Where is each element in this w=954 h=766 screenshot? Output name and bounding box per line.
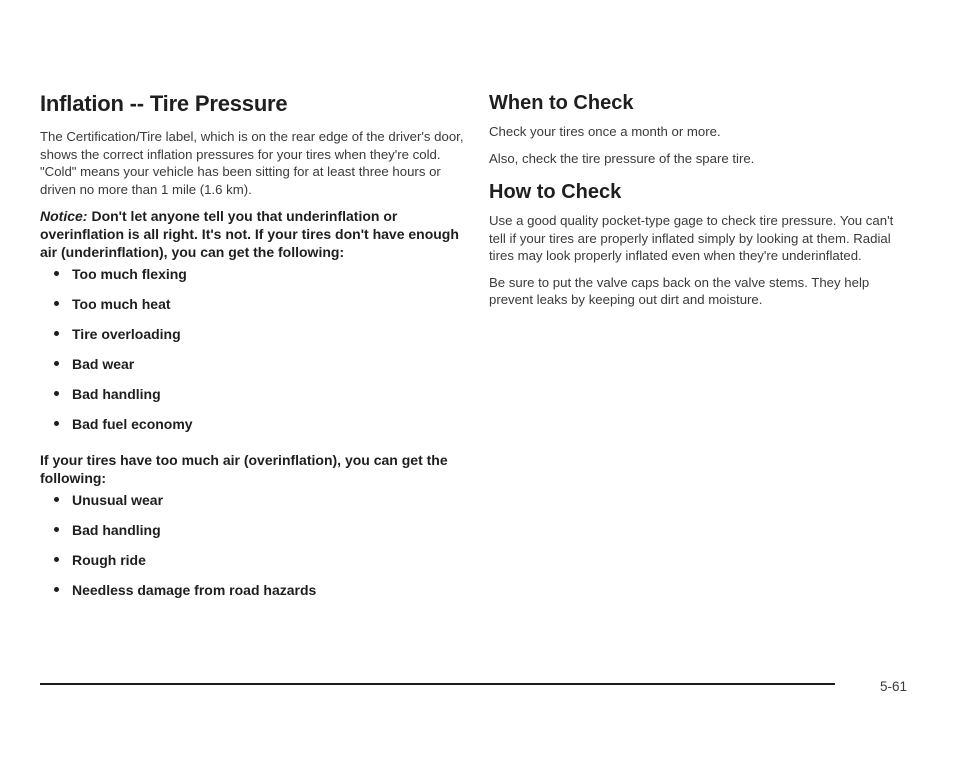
list-item: Rough ride — [40, 551, 465, 581]
right-column — [489, 90, 909, 318]
bullet-icon — [54, 391, 59, 396]
bullet-icon — [54, 271, 59, 276]
list-item: Tire overloading — [40, 325, 465, 355]
list-item: Too much flexing — [40, 265, 465, 295]
section-title-when: When to Check — [489, 92, 634, 114]
when-paragraph-2: Also, check the tire pressure of the spare tire. — [489, 150, 755, 166]
notice-text: Don't let anyone tell you that underinflation or overinflation is all right. It's not. If your tires don't have enough air (underinflation), you can get the following: — [40, 208, 459, 260]
list-item: Bad handling — [40, 385, 465, 415]
intro-paragraph: The Certification/Tire label, which is on the rear edge of the driver's door, shows the correct inflation pressures for your tires when they're cold. "Cold" means your vehicle has been sitting for at least three hours or driven no more than 1 mile (1.6 km). — [40, 129, 464, 197]
underinflation-list — [40, 265, 465, 445]
bullet-icon — [54, 527, 59, 532]
bullet-icon — [54, 557, 59, 562]
bullet-icon — [54, 497, 59, 502]
list-item: Unusual wear — [40, 491, 465, 521]
list-item: Bad handling — [40, 521, 465, 551]
list-item: Too much heat — [40, 295, 465, 325]
section-title-inflation: Inflation -- Tire Pressure — [40, 91, 288, 116]
page-number: 5-61 — [880, 679, 908, 694]
how-paragraph-1: Use a good quality pocket-type gage to check tire pressure. You can't tell if your tires are properly inflated simply by looking at them. Radial tires may look properly inflated even when they're underinflated. — [489, 213, 894, 263]
bullet-icon — [54, 421, 59, 426]
section-title-how: How to Check — [489, 181, 622, 203]
list-item: Bad fuel economy — [40, 415, 465, 445]
bullet-icon — [54, 587, 59, 592]
how-paragraph-2: Be sure to put the valve caps back on the valve stems. They help prevent leaks by keeping out dirt and moisture. — [489, 274, 870, 307]
overinflation-intro: If your tires have too much air (overinflation), you can get the following: — [40, 452, 448, 486]
footer-rule — [40, 683, 835, 685]
left-column — [40, 90, 465, 617]
list-item: Needless damage from road hazards — [40, 581, 465, 611]
bullet-icon — [54, 361, 59, 366]
when-paragraph-1: Check your tires once a month or more. — [489, 124, 721, 139]
overinflation-list — [40, 491, 465, 611]
bullet-icon — [54, 331, 59, 336]
notice-paragraph — [40, 207, 465, 261]
bullet-icon — [54, 301, 59, 306]
notice-label: Notice: — [40, 208, 88, 224]
list-item: Bad wear — [40, 355, 465, 385]
